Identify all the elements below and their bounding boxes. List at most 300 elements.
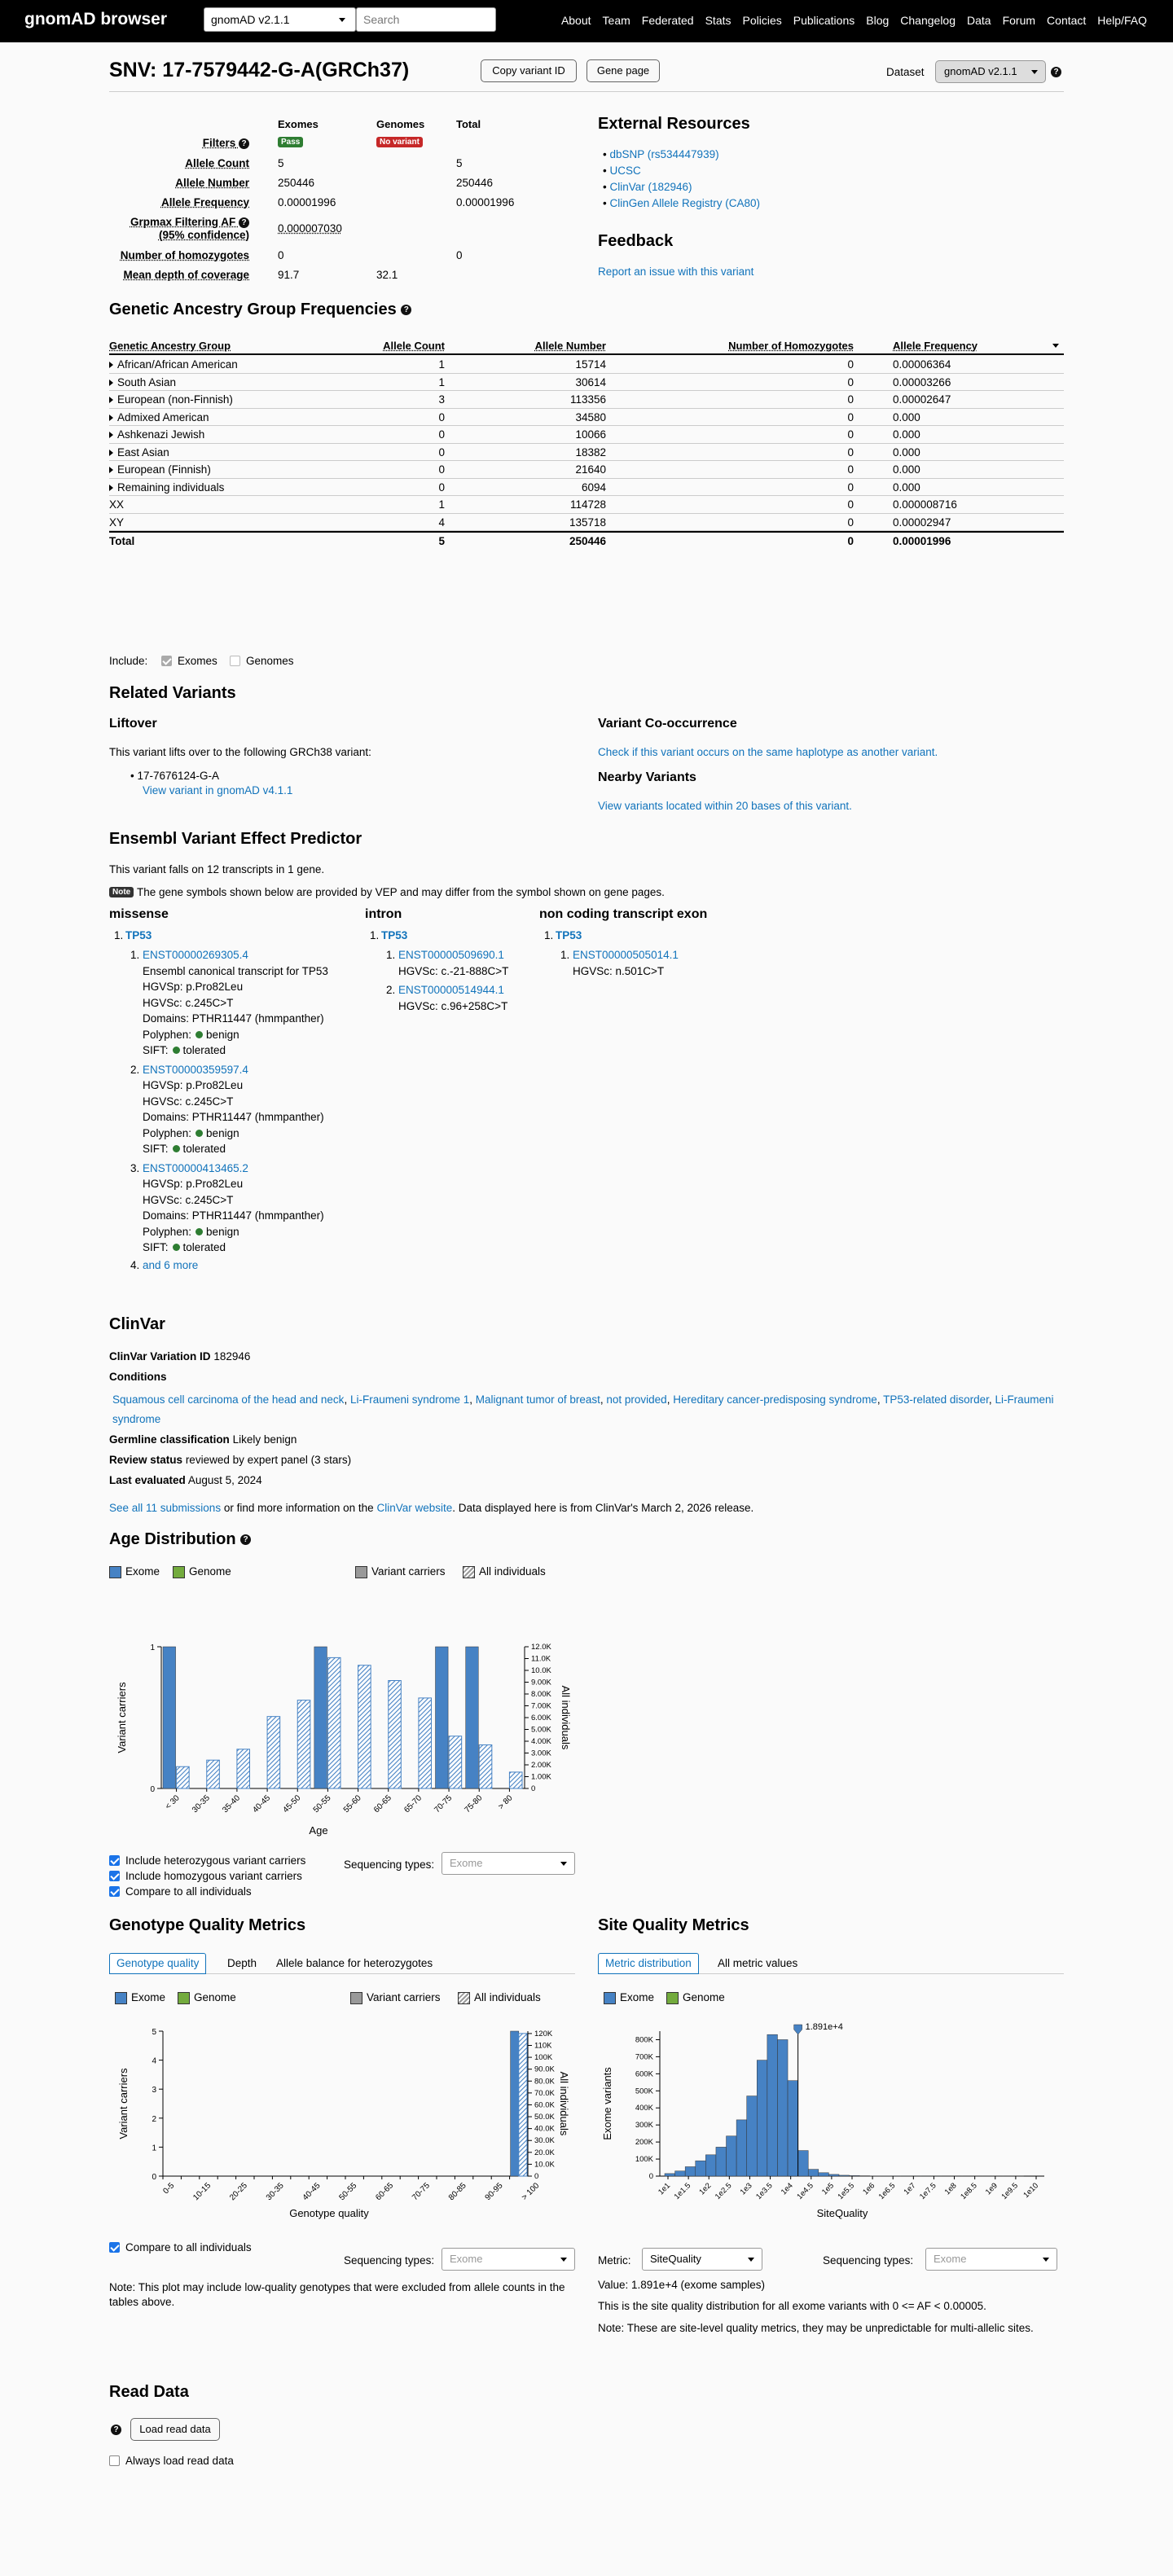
cell-text: 0.00002947 xyxy=(893,516,951,529)
gnomad-logo[interactable]: gnomAD browser xyxy=(24,10,168,29)
table-cell xyxy=(847,446,854,459)
condition-separator: , xyxy=(600,1393,607,1406)
table-cell xyxy=(575,428,606,441)
intron-title: intron xyxy=(365,907,402,921)
gq-xtick: 50-55 xyxy=(337,2181,359,2203)
gq-y2tick: 80.0K xyxy=(534,2077,555,2087)
sq-legend-genome xyxy=(666,1991,725,2004)
liftover-title: Liftover xyxy=(109,717,157,731)
cell-text: 0.000008716 xyxy=(893,498,957,511)
transcript-hgvsc: HGVSc: c.96+258C>T xyxy=(398,999,508,1012)
condition-separator: , xyxy=(469,1393,476,1406)
table-row[interactable] xyxy=(109,444,1064,462)
include-hom-checkbox[interactable] xyxy=(109,1871,120,1881)
age-y2tick: 10.0K xyxy=(531,1666,551,1675)
table-row[interactable] xyxy=(109,461,1064,479)
list-number: 1. xyxy=(130,949,140,961)
external-resources-title: External Resources xyxy=(598,115,750,133)
include-het-label: Include heterozygous variant carriers xyxy=(125,1854,306,1867)
nav-link-team[interactable]: Team xyxy=(602,14,630,27)
summary-total-0: 5 xyxy=(456,157,463,169)
chevron-down-icon xyxy=(1043,2258,1049,2262)
status-dot-icon xyxy=(196,1228,203,1235)
sq-value-text: Value: 1.891e+4 (exome samples) xyxy=(598,2279,765,2291)
age-y2tick: 8.00K xyxy=(531,1690,551,1699)
external-link-1[interactable]: UCSC xyxy=(609,165,641,177)
ancestry-table-header xyxy=(109,337,1064,355)
age-y2tick: 6.00K xyxy=(531,1714,551,1722)
chevron-down-icon xyxy=(560,1862,567,1866)
expand-arrow-icon[interactable] xyxy=(109,415,113,421)
chevron-down-icon xyxy=(1031,70,1038,74)
nav-link-federated[interactable]: Federated xyxy=(641,14,694,27)
table-cell xyxy=(109,376,176,388)
cell-text: European (non-Finnish) xyxy=(117,393,233,406)
cooccurrence-link[interactable]: Check if this variant occurs on the same haplotype as another variant. xyxy=(598,746,938,758)
table-cell xyxy=(893,358,951,371)
review-value: reviewed by expert panel (3 stars) xyxy=(185,1454,352,1466)
nav-link-about[interactable]: About xyxy=(560,14,591,27)
table-cell xyxy=(109,516,124,529)
gq-xtick: 10-15 xyxy=(191,2181,213,2203)
age-y2tick: 2.00K xyxy=(531,1761,551,1770)
cell-text: 0 xyxy=(438,463,445,476)
table-cell xyxy=(109,411,209,423)
table-cell xyxy=(575,411,606,423)
tab-all-metric-values[interactable]: All metric values xyxy=(718,1957,798,1969)
condition-link[interactable]: Li-Fraumeni syndrome xyxy=(112,1393,1054,1425)
missense-title: missense xyxy=(109,907,169,921)
table-cell xyxy=(893,428,920,441)
cell-text: 114728 xyxy=(569,498,606,511)
sq-legend-genome-label: Genome xyxy=(683,1991,725,2003)
table-row[interactable] xyxy=(109,374,1064,392)
table-cell xyxy=(847,358,854,371)
sift-label: SIFT: xyxy=(143,1241,169,1253)
sift-value: tolerated xyxy=(182,1044,226,1056)
help-icon[interactable]: ? xyxy=(239,217,249,228)
sq-xtick: 1e2.5 xyxy=(713,2181,734,2201)
summary-label-1: Allele Number xyxy=(175,177,249,189)
gq-seq-value: Exome xyxy=(450,2253,483,2265)
nearby-variants-title: Nearby Variants xyxy=(598,770,696,784)
condition-separator: , xyxy=(344,1393,350,1406)
compare-all-checkbox[interactable] xyxy=(109,1886,120,1897)
include-genomes-checkbox[interactable] xyxy=(230,656,240,666)
sq-seq-value: Exome xyxy=(934,2253,967,2265)
age-xtick: 65-70 xyxy=(402,1793,424,1815)
transcript-link[interactable]: ENST00000509690.1 xyxy=(398,949,504,961)
gq-xtick: 80-85 xyxy=(446,2181,468,2203)
age-xtick: 30-35 xyxy=(191,1793,212,1815)
age-all-bar xyxy=(419,1698,432,1788)
cell-text: 0.000 xyxy=(893,481,920,494)
report-issue-link[interactable]: Report an issue with this variant xyxy=(598,265,754,278)
list-number: 1. xyxy=(560,949,570,961)
polyphen-value: benign xyxy=(206,1225,239,1238)
transcript-hgvsc: HGVSc: c.-21-888C>T xyxy=(398,964,509,977)
age-xtick: 50-55 xyxy=(311,1793,333,1815)
expand-arrow-icon[interactable] xyxy=(109,450,113,456)
include-exomes-checkbox[interactable] xyxy=(161,656,172,666)
expand-arrow-icon[interactable] xyxy=(109,380,113,386)
nav-link-changelog[interactable]: Changelog xyxy=(900,14,956,27)
gene-link-tp53[interactable]: TP53 xyxy=(556,929,582,941)
age-y2tick: 5.00K xyxy=(531,1725,551,1735)
nav-link-forum[interactable]: Forum xyxy=(1002,14,1036,27)
help-icon[interactable]: ? xyxy=(1051,67,1061,77)
page-title: SNV: 17-7579442-G-A(GRCh37) xyxy=(109,59,410,81)
nav-link-help-faq[interactable]: Help/FAQ xyxy=(1097,14,1147,27)
gq-seq-select[interactable] xyxy=(442,2248,575,2271)
gene-link-tp53[interactable]: TP53 xyxy=(381,929,408,941)
cell-text: 0.00001996 xyxy=(893,535,951,547)
col-genomes: Genomes xyxy=(376,118,425,130)
condition-link[interactable]: Li-Fraumeni syndrome 1 xyxy=(349,1393,470,1406)
list-number: 1. xyxy=(386,949,396,961)
gq-y2tick: 10.0K xyxy=(534,2160,555,2170)
dataset-label: Dataset xyxy=(886,66,925,78)
gq-y2tick: 90.0K xyxy=(534,2065,555,2074)
germline-label: Germline classification xyxy=(109,1433,230,1446)
liftover-variant: • 17-7676124-G-A xyxy=(130,770,220,782)
age-all-bar xyxy=(297,1701,310,1788)
gq-legend-carriers-label: Variant carriers xyxy=(367,1991,441,2003)
gq-xtick: 30-35 xyxy=(264,2181,286,2203)
tab-genotype-quality[interactable]: Genotype quality xyxy=(109,1953,206,1974)
transcript-sift xyxy=(143,1042,226,1059)
cell-text: 0.000 xyxy=(893,463,920,476)
include-het-checkbox[interactable] xyxy=(109,1855,120,1866)
include-exomes-label: Exomes xyxy=(178,655,217,667)
gq-xtick: 20-25 xyxy=(228,2181,249,2203)
clinvar-footer-mid: or find more information on the xyxy=(223,1502,374,1514)
gene-page-button[interactable]: Gene page xyxy=(586,59,660,82)
table-row[interactable] xyxy=(109,426,1064,444)
clinvar-id-value: 182946 xyxy=(213,1350,251,1363)
table-cell xyxy=(109,535,134,547)
sq-bar xyxy=(850,2175,860,2176)
age-xtick: < 30 xyxy=(163,1793,182,1812)
tab-allele-balance[interactable]: Allele balance for heterozygotes xyxy=(276,1957,433,1969)
cell-text: 0.00002647 xyxy=(893,393,951,406)
last-evaluated xyxy=(109,1474,262,1486)
table-row[interactable] xyxy=(109,391,1064,409)
expand-arrow-icon[interactable] xyxy=(109,432,113,438)
sq-seq-select[interactable] xyxy=(925,2248,1057,2271)
sq-bar xyxy=(808,2170,819,2176)
sq-xtick: 1e8.5 xyxy=(959,2181,979,2201)
sq-xtick: 1e9 xyxy=(983,2181,999,2197)
table-cell xyxy=(893,376,951,388)
evaluated-label: Last evaluated xyxy=(109,1474,186,1486)
sq-ytick: 100K xyxy=(635,2155,653,2165)
transcript-hgvsc: HGVSc: c.245C>T xyxy=(143,1193,234,1206)
age-y2tick: 1.00K xyxy=(531,1772,551,1782)
age-legend-all-label: All individuals xyxy=(479,1565,546,1578)
age-carrier-bar xyxy=(163,1647,176,1788)
external-link-2[interactable]: ClinVar (182946) xyxy=(609,181,692,193)
condition-link[interactable]: Squamous cell carcinoma of the head and neck xyxy=(112,1393,345,1406)
list-number: 4. xyxy=(130,1258,140,1271)
age-all-bar xyxy=(358,1665,371,1788)
cell-text: 0 xyxy=(847,535,854,547)
always-load-checkbox[interactable] xyxy=(109,2455,120,2466)
sq-xtick: 1e6 xyxy=(861,2181,877,2197)
help-icon[interactable]: ? xyxy=(111,2425,121,2435)
sq-bar xyxy=(757,2060,767,2176)
age-y2tick: 7.00K xyxy=(531,1701,551,1711)
transcript-link[interactable]: ENST00000505014.1 xyxy=(573,949,679,961)
age-y2tick: 9.00K xyxy=(531,1678,551,1687)
list-number: 1. xyxy=(544,929,554,941)
cell-text: 0 xyxy=(438,445,445,459)
nav-link-contact[interactable]: Contact xyxy=(1047,14,1087,27)
polyphen-value: benign xyxy=(206,1126,239,1139)
transcript-link[interactable]: ENST00000269305.4 xyxy=(143,949,248,961)
condition-link[interactable]: Hereditary cancer-predisposing syndrome xyxy=(673,1393,877,1406)
transcript-hgvsp: HGVSp: p.Pro82Leu xyxy=(143,1178,244,1190)
age-y2tick: 11.0K xyxy=(531,1654,551,1664)
cell-text: 0 xyxy=(847,516,854,529)
nav-link-policies[interactable]: Policies xyxy=(742,14,782,27)
external-link-item: • UCSC xyxy=(603,165,641,177)
gq-xtick: > 100 xyxy=(520,2181,542,2203)
search-input[interactable]: Search xyxy=(356,7,496,32)
age-all-bar xyxy=(327,1657,340,1788)
gq-xtick: 60-65 xyxy=(374,2181,396,2203)
sq-bar xyxy=(819,2173,829,2176)
sq-xlabel: SiteQuality xyxy=(816,2207,868,2219)
metric-select[interactable] xyxy=(642,2248,762,2271)
header-allele-count[interactable]: Allele Count xyxy=(383,340,445,352)
dataset-dropdown-value: gnomAD v2.1.1 xyxy=(944,65,1017,77)
genome-swatch xyxy=(173,1566,185,1578)
transcript-hgvsc: HGVSc: c.245C>T xyxy=(143,996,234,1009)
external-link-3[interactable]: ClinGen Allele Registry (CA80) xyxy=(609,197,761,209)
age-seq-select[interactable] xyxy=(442,1852,575,1875)
help-icon[interactable]: ? xyxy=(239,138,249,149)
sift-value: tolerated xyxy=(182,1241,226,1253)
feedback-title: Feedback xyxy=(598,232,674,250)
cell-text: 21640 xyxy=(575,463,606,476)
tab-depth[interactable]: Depth xyxy=(227,1957,257,1969)
sq-legend-exome xyxy=(604,1991,654,2004)
table-row[interactable] xyxy=(109,356,1064,374)
gq-compare-checkbox[interactable] xyxy=(109,2242,120,2253)
genome-filter-badge: No variant xyxy=(376,137,423,147)
gq-carrier-bar xyxy=(511,2031,519,2176)
cell-text: 0 xyxy=(438,481,445,494)
dataset-selector-label: gnomAD v2.1.1 xyxy=(211,13,290,26)
transcript-sift xyxy=(143,1240,226,1256)
sort-desc-icon[interactable] xyxy=(1052,344,1059,348)
gq-y2tick: 120K xyxy=(534,2029,553,2038)
cell-text: Admixed American xyxy=(117,410,209,423)
cell-text: 0 xyxy=(847,410,854,423)
sq-xtick: 1e7 xyxy=(902,2181,918,2197)
summary-exomes-2: 0.00001996 xyxy=(278,196,336,208)
transcript-link[interactable]: ENST00000359597.4 xyxy=(143,1063,248,1076)
cell-text: 113356 xyxy=(569,393,606,406)
col-total: Total xyxy=(456,118,481,130)
clinvar-website-link[interactable]: ClinVar website xyxy=(376,1502,453,1514)
sift-label: SIFT: xyxy=(143,1143,169,1155)
list-number: 2. xyxy=(386,984,396,996)
age-all-bar xyxy=(267,1717,280,1788)
expand-arrow-icon[interactable] xyxy=(109,362,113,368)
gq-xlabel: Genotype quality xyxy=(289,2207,369,2219)
status-dot-icon xyxy=(173,1047,180,1054)
external-link-0[interactable]: dbSNP (rs534447939) xyxy=(609,148,719,160)
load-read-data-button[interactable]: Load read data xyxy=(130,2418,220,2441)
transcript-link[interactable]: ENST00000413465.2 xyxy=(143,1161,248,1174)
cell-text: Ashkenazi Jewish xyxy=(117,428,205,441)
dataset-dropdown[interactable] xyxy=(935,60,1046,83)
depth-genomes: 32.1 xyxy=(376,269,398,281)
age-chart xyxy=(109,1588,582,1849)
table-cell xyxy=(109,393,233,406)
condition-link[interactable]: not provided xyxy=(606,1393,667,1406)
sq-seq-label: Sequencing types: xyxy=(823,2254,914,2267)
cell-text: 30614 xyxy=(575,375,606,388)
age-xlabel: Age xyxy=(309,1824,328,1837)
carriers-swatch xyxy=(350,1992,362,2004)
age-all-bar xyxy=(207,1760,220,1788)
cell-text: XY xyxy=(109,516,125,529)
chevron-down-icon xyxy=(748,2258,754,2262)
sq-xtick: 1e1.5 xyxy=(672,2181,693,2201)
gq-y2tick: 30.0K xyxy=(534,2136,555,2146)
exome-filter-badge: Pass xyxy=(278,137,303,147)
table-row[interactable] xyxy=(109,409,1064,427)
table-cell xyxy=(438,463,445,476)
top-navbar xyxy=(0,0,1173,42)
age-y2tick: 12.0K xyxy=(531,1643,551,1652)
nav-link-publications[interactable]: Publications xyxy=(793,14,855,27)
grpmax-label xyxy=(130,216,249,242)
table-cell xyxy=(438,516,445,529)
grpmax-exomes: 0.000007030 xyxy=(278,222,342,235)
expand-arrow-icon[interactable] xyxy=(109,467,113,473)
gq-y2tick: 20.0K xyxy=(534,2148,555,2157)
clinvar-title: ClinVar xyxy=(109,1315,165,1333)
gq-legend-genome-label: Genome xyxy=(194,1991,236,2003)
sq-ytick: 0 xyxy=(648,2172,653,2181)
table-row[interactable] xyxy=(109,479,1064,497)
expand-arrow-icon[interactable] xyxy=(109,397,113,403)
gq-y2label: All individuals xyxy=(558,2071,570,2136)
expand-arrow-icon[interactable] xyxy=(109,485,113,491)
help-icon[interactable]: ? xyxy=(401,305,411,315)
condition-link[interactable]: TP53-related disorder xyxy=(883,1393,989,1406)
metric-label: Metric: xyxy=(598,2254,631,2267)
table-row xyxy=(109,496,1064,514)
cell-text: 0 xyxy=(847,375,854,388)
age-xtick: > 80 xyxy=(496,1793,515,1812)
status-dot-icon xyxy=(173,1244,180,1251)
tab-metric-distribution[interactable]: Metric distribution xyxy=(598,1953,699,1974)
table-cell xyxy=(109,358,238,371)
include-label: Include: xyxy=(109,655,148,667)
nearby-variants-link[interactable]: View variants located within 20 bases of this variant. xyxy=(598,800,852,812)
sq-ytick: 800K xyxy=(635,2035,653,2045)
sq-dist-text: This is the site quality distribution for all exome variants with 0 <= AF < 0.00005. xyxy=(598,2300,986,2312)
table-cell xyxy=(893,463,920,476)
copy-variant-id-button[interactable]: Copy variant ID xyxy=(481,59,577,82)
gq-legend-exome-label: Exome xyxy=(131,1991,166,2003)
table-cell xyxy=(575,446,606,459)
table-cell xyxy=(847,498,854,511)
exome-swatch xyxy=(115,1992,127,2004)
dataset-selector[interactable] xyxy=(204,7,356,32)
transcript-hgvsp: HGVSp: p.Pro82Leu xyxy=(143,981,244,993)
cell-text: 15714 xyxy=(575,358,606,371)
gq-xtick: 40-45 xyxy=(301,2181,323,2203)
table-cell xyxy=(893,516,951,529)
header-group[interactable]: Genetic Ancestry Group xyxy=(109,340,231,352)
summary-total-2: 0.00001996 xyxy=(456,196,515,208)
nav-link-data[interactable]: Data xyxy=(967,14,991,27)
transcript-domains: Domains: PTHR11447 (hmmpanther) xyxy=(143,1111,324,1123)
depth-label: Mean depth of coverage xyxy=(123,269,249,281)
age-all-bar xyxy=(479,1744,492,1788)
liftover-link[interactable]: View variant in gnomAD v4.1.1 xyxy=(143,784,293,796)
homozygotes-label: Number of homozygotes xyxy=(120,249,249,261)
header-allele-number[interactable]: Allele Number xyxy=(534,340,606,352)
cell-text: 0.00006364 xyxy=(893,358,951,371)
table-cell xyxy=(893,535,951,547)
age-seq-label: Sequencing types: xyxy=(344,1858,435,1871)
gene-link-tp53[interactable]: TP53 xyxy=(125,929,152,941)
gq-ytick: 2 xyxy=(152,2114,156,2124)
see-submissions-link[interactable]: See all 11 submissions xyxy=(109,1502,222,1514)
divider xyxy=(109,91,1064,92)
more-transcripts-link[interactable]: and 6 more xyxy=(143,1258,199,1271)
cell-text: East Asian xyxy=(117,445,169,459)
sq-bar xyxy=(675,2171,686,2176)
cooccurrence-title: Variant Co-occurrence xyxy=(598,717,737,731)
table-cell xyxy=(847,516,854,529)
cell-text: 3 xyxy=(438,393,445,406)
gq-compare-label: Compare to all individuals xyxy=(125,2241,252,2253)
transcript-link[interactable]: ENST00000514944.1 xyxy=(398,984,504,996)
nav-link-stats[interactable]: Stats xyxy=(705,14,731,27)
table-cell xyxy=(847,393,854,406)
polyphen-label: Polyphen: xyxy=(143,1028,192,1041)
sq-xtick: 1e5.5 xyxy=(836,2181,857,2201)
condition-link[interactable]: Malignant tumor of breast xyxy=(475,1393,600,1406)
age-legend-carriers-label: Variant carriers xyxy=(371,1565,446,1578)
sq-ytick: 600K xyxy=(635,2069,653,2079)
cell-text: African/African American xyxy=(117,358,238,371)
polyphen-label: Polyphen: xyxy=(143,1225,192,1238)
nav-link-blog[interactable]: Blog xyxy=(866,14,890,27)
header-allele-frequency[interactable]: Allele Frequency xyxy=(893,340,978,352)
header-homozygotes[interactable]: Number of Homozygotes xyxy=(728,340,854,352)
age-legend-all xyxy=(463,1565,546,1578)
read-data-title: Read Data xyxy=(109,2383,189,2401)
sq-ytick: 200K xyxy=(635,2138,653,2148)
sq-xtick: 1e8 xyxy=(942,2181,959,2197)
help-icon[interactable]: ? xyxy=(240,1534,251,1545)
cell-text: 0 xyxy=(847,463,854,476)
table-cell xyxy=(893,446,920,459)
polyphen-label: Polyphen: xyxy=(143,1126,192,1139)
related-variants-title: Related Variants xyxy=(109,684,236,702)
age-y2tick: 3.00K xyxy=(531,1749,551,1758)
summary-exomes-1: 250446 xyxy=(278,177,315,189)
